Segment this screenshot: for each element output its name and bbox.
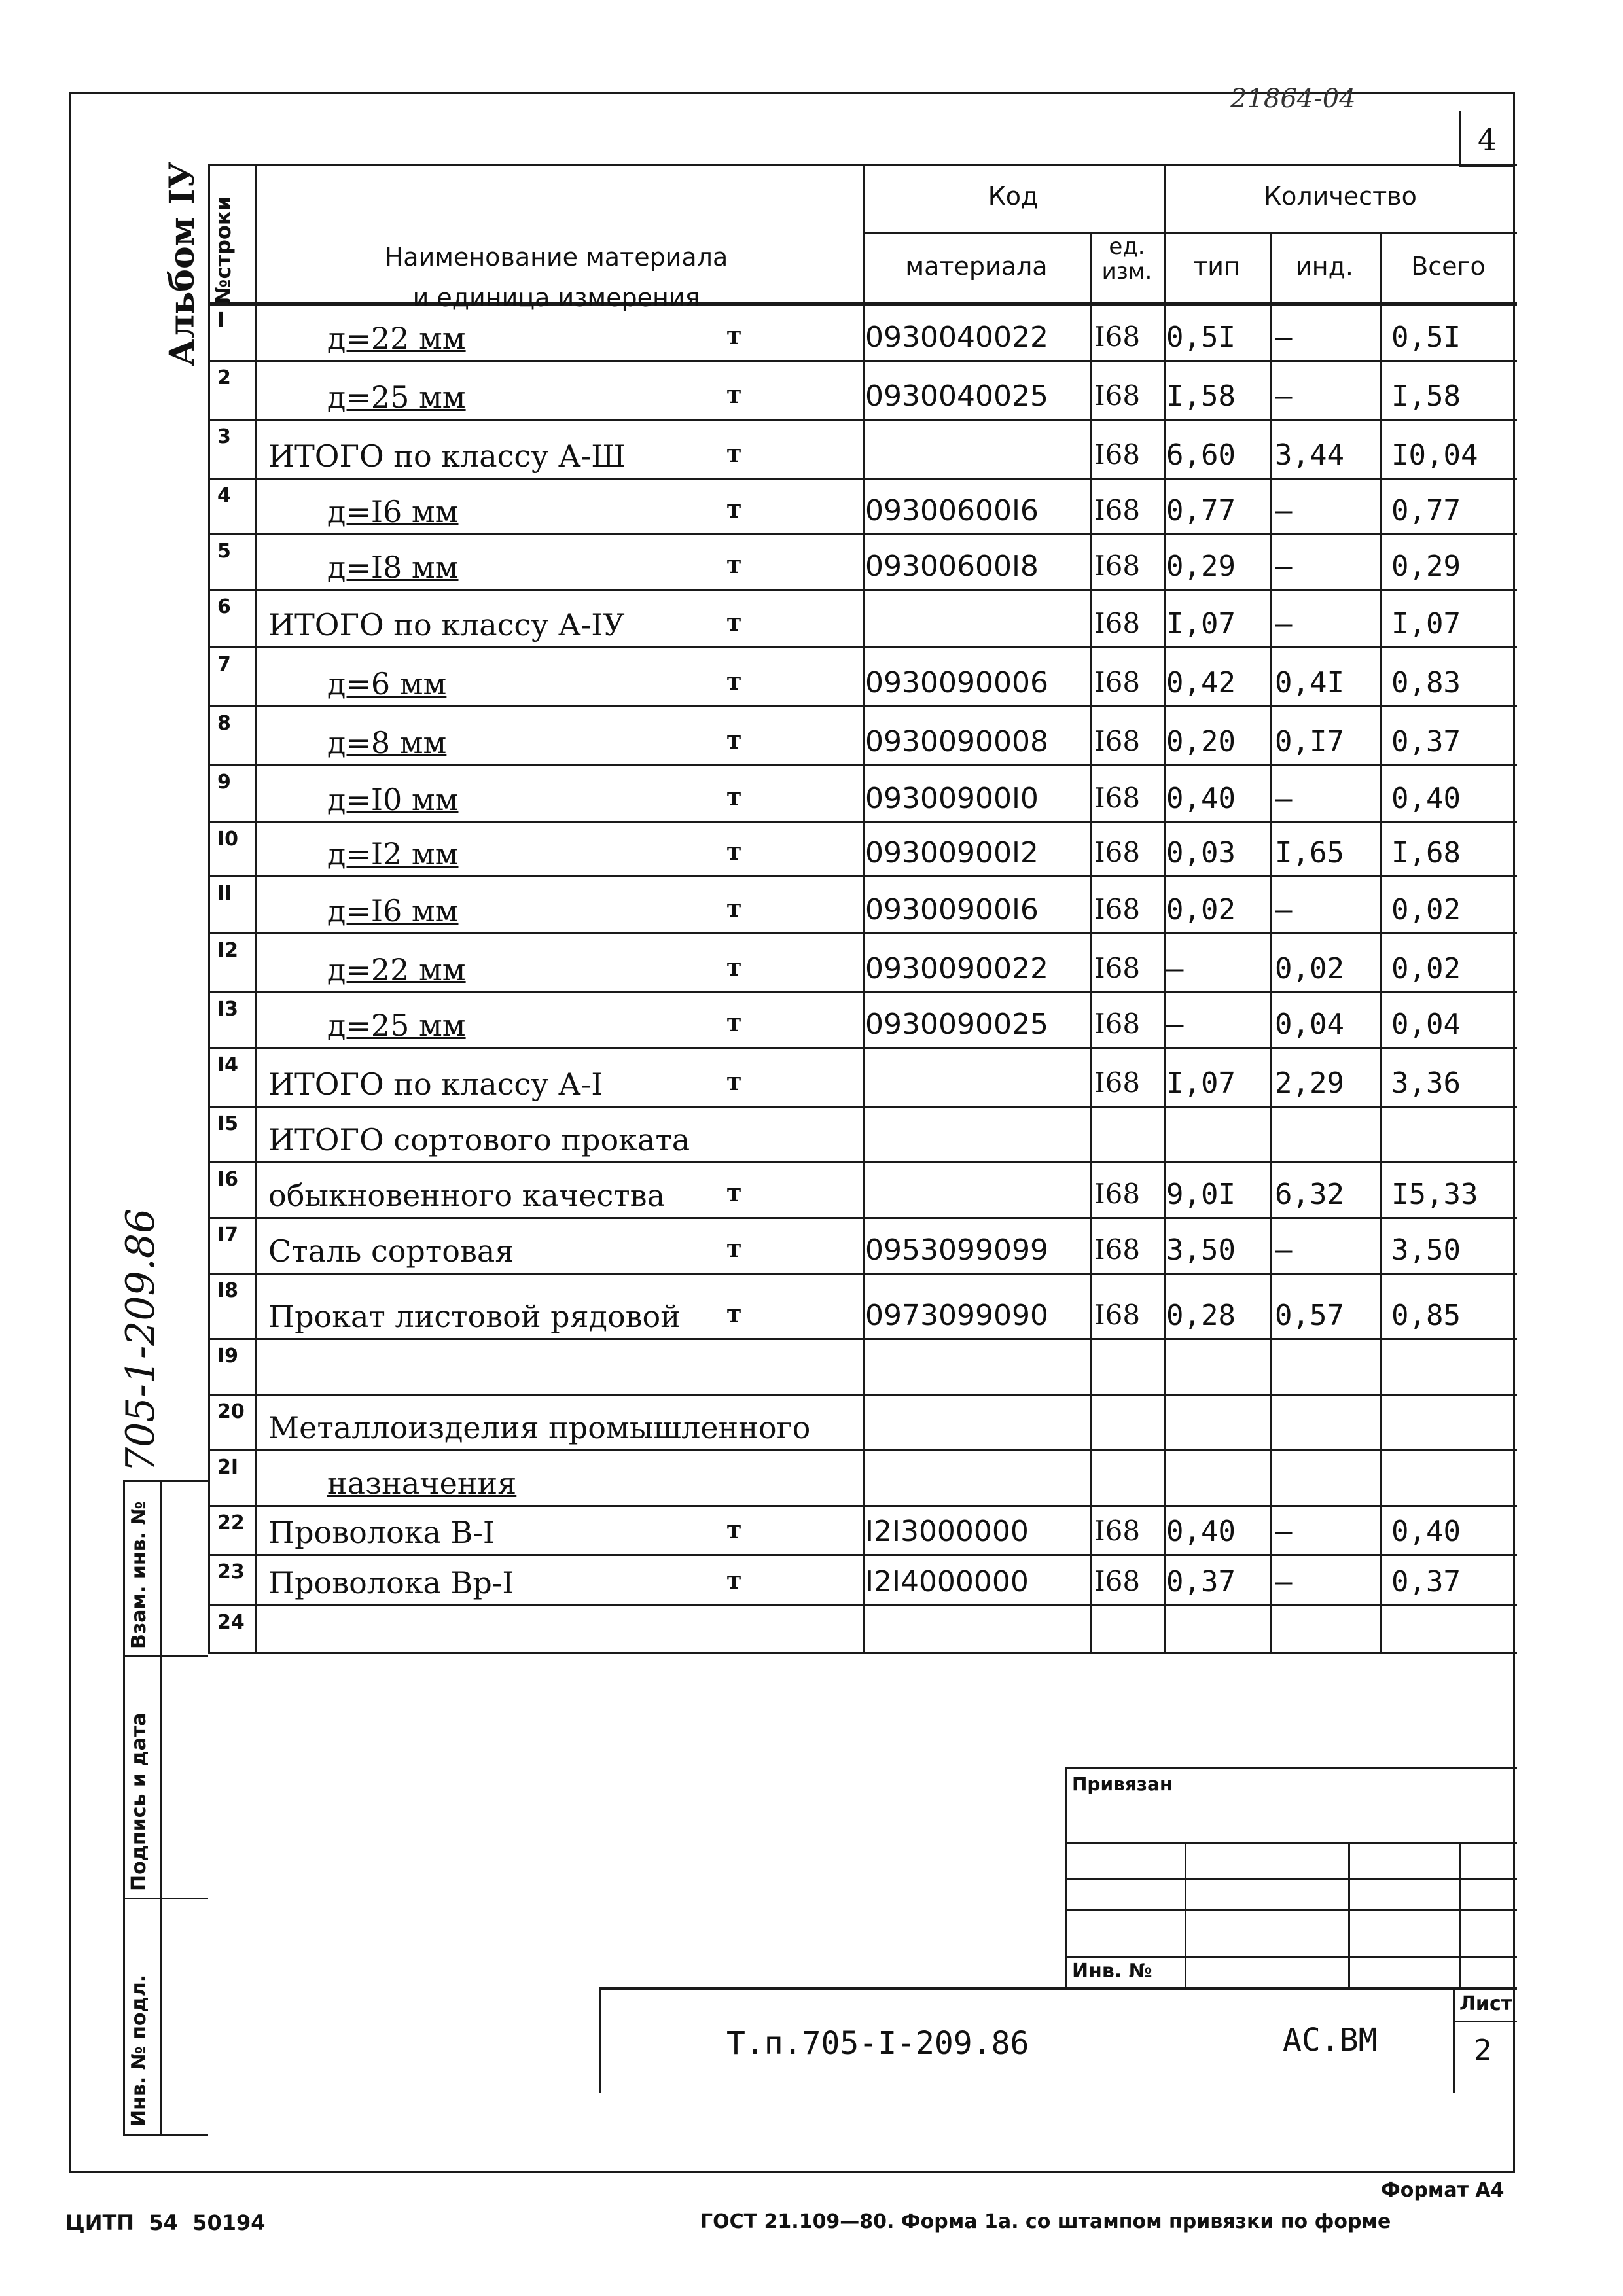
table-row-line xyxy=(208,1273,1517,1275)
row-qty-type: 0,29 xyxy=(1166,550,1236,583)
row-material-name: д=I0 мм xyxy=(327,782,459,817)
side-stamp-bottom xyxy=(123,2134,208,2136)
row-unit-code: I68 xyxy=(1094,1178,1141,1210)
row-material-code: I2I3000000 xyxy=(865,1515,1029,1548)
row-qty-total: 3,36 xyxy=(1391,1067,1461,1100)
row-qty-total: I,68 xyxy=(1391,836,1461,870)
stamp-sheet-div xyxy=(1453,2021,1517,2022)
stamp-col-3 xyxy=(1459,1842,1461,1989)
stamp-designation: Т.п.705-I-209.86 xyxy=(726,2025,1029,2062)
table-row-line xyxy=(208,1554,1517,1556)
row-qty-type: 0,37 xyxy=(1166,1565,1236,1598)
row-qty-type: I,07 xyxy=(1166,1067,1236,1100)
row-material-code: 09300900I6 xyxy=(865,893,1039,927)
row-unit-letter: т xyxy=(726,836,742,866)
stamp-privyazan-top xyxy=(1065,1767,1517,1769)
row-qty-type: 0,5I xyxy=(1166,321,1236,354)
row-material-code: 0930040025 xyxy=(865,380,1048,413)
table-row-line xyxy=(208,1338,1517,1340)
side-stamp-left xyxy=(123,1480,125,2134)
table-col-line-rownum xyxy=(208,164,210,1652)
row-number: 3 xyxy=(217,425,231,448)
table-row-line xyxy=(208,1652,1517,1654)
stamp-sheet-left xyxy=(1453,1988,1455,2093)
row-unit-code: I68 xyxy=(1094,380,1141,412)
row-qty-total: I0,04 xyxy=(1391,438,1478,472)
row-unit-letter: т xyxy=(726,1233,742,1263)
row-number: I4 xyxy=(217,1053,239,1076)
row-unit-letter: т xyxy=(726,380,742,409)
row-qty-total: 0,04 xyxy=(1391,1008,1461,1041)
row-unit-code: I68 xyxy=(1094,952,1141,984)
row-qty-total: 0,40 xyxy=(1391,1515,1461,1548)
header-code-material: материала xyxy=(905,252,1048,281)
row-unit-letter: т xyxy=(726,494,742,523)
row-unit-letter: т xyxy=(726,1008,742,1037)
row-unit-code: I68 xyxy=(1094,1299,1141,1331)
row-qty-type: 0,77 xyxy=(1166,494,1236,527)
row-qty-total: I5,33 xyxy=(1391,1178,1478,1211)
row-unit-letter: т xyxy=(726,1515,742,1544)
row-qty-total: 0,83 xyxy=(1391,666,1461,699)
row-unit-letter: т xyxy=(726,1178,742,1207)
row-qty-ind: 0,02 xyxy=(1275,952,1344,985)
row-unit-letter: т xyxy=(726,666,742,696)
row-qty-type: 6,60 xyxy=(1166,438,1236,472)
row-material-code: 09300600I6 xyxy=(865,494,1039,527)
row-qty-type: 0,02 xyxy=(1166,893,1236,927)
row-qty-total: I,07 xyxy=(1391,607,1461,641)
row-unit-letter: т xyxy=(726,1565,742,1595)
row-material-name: обыкновенного качества xyxy=(268,1178,665,1213)
row-unit-code: I68 xyxy=(1094,1008,1141,1040)
row-material-name: Металлоизделия промышленного xyxy=(268,1410,811,1445)
header-code-unit: ед. изм. xyxy=(1101,234,1152,285)
table-row-line xyxy=(208,1217,1517,1219)
row-qty-type: I,07 xyxy=(1166,607,1236,641)
row-unit-letter: т xyxy=(726,893,742,923)
row-qty-type: 0,40 xyxy=(1166,782,1236,815)
side-stamp-div2 xyxy=(123,1898,208,1899)
row-material-name: д=I6 мм xyxy=(327,893,459,928)
row-number: I5 xyxy=(217,1112,239,1135)
row-material-name: д=8 мм xyxy=(327,725,447,760)
row-material-name: ИТОГО сортового проката xyxy=(268,1122,690,1157)
row-qty-ind: I,65 xyxy=(1275,836,1344,870)
album-label: Альбом IУ xyxy=(162,161,202,366)
row-qty-total: 0,40 xyxy=(1391,782,1461,815)
table-row-line xyxy=(208,991,1517,993)
row-qty-ind: 3,44 xyxy=(1275,438,1344,472)
row-number: 9 xyxy=(217,771,231,794)
row-qty-total: 0,02 xyxy=(1391,952,1461,985)
table-row-line xyxy=(208,932,1517,934)
table-row-line xyxy=(208,875,1517,877)
row-number: I6 xyxy=(217,1168,239,1191)
row-unit-letter: т xyxy=(726,438,742,468)
table-row-line xyxy=(208,533,1517,535)
header-qty: Количество xyxy=(1264,182,1417,211)
row-material-name: д=I8 мм xyxy=(327,550,459,585)
row-qty-ind: – xyxy=(1275,893,1293,927)
side-stamp-top xyxy=(123,1480,208,1482)
table-row-line xyxy=(208,360,1517,362)
table-col-line-unit xyxy=(1090,232,1092,1652)
row-unit-code: I68 xyxy=(1094,550,1141,582)
row-material-code: 0930040022 xyxy=(865,321,1048,354)
table-col-line-type xyxy=(1164,164,1166,1652)
row-qty-ind: – xyxy=(1275,607,1293,641)
footer-left: ЦИТП 54 50194 xyxy=(65,2210,266,2235)
row-number: I2 xyxy=(217,939,239,962)
row-number: I7 xyxy=(217,1224,239,1246)
row-qty-ind: 0,I7 xyxy=(1275,725,1344,758)
row-qty-ind: – xyxy=(1275,494,1293,527)
row-qty-total: 0,37 xyxy=(1391,725,1461,758)
row-material-name: Прокат листовой рядовой xyxy=(268,1299,681,1334)
row-qty-type: 0,03 xyxy=(1166,836,1236,870)
table-row-line xyxy=(208,705,1517,707)
table-col-line-ind xyxy=(1270,232,1272,1652)
row-qty-total: 0,77 xyxy=(1391,494,1461,527)
row-qty-ind: 0,04 xyxy=(1275,1008,1344,1041)
stamp-sheet-number: 2 xyxy=(1474,2034,1492,2067)
header-qty-total: Всего xyxy=(1411,252,1486,281)
row-qty-ind: 0,57 xyxy=(1275,1299,1344,1332)
row-number: I0 xyxy=(217,828,239,851)
row-unit-code: I68 xyxy=(1094,1233,1141,1265)
row-material-name: Проволока Вр-I xyxy=(268,1565,514,1600)
side-podpis: Подпись и дата xyxy=(128,1712,151,1891)
row-material-name: д=25 мм xyxy=(327,380,466,415)
row-qty-type: 3,50 xyxy=(1166,1233,1236,1267)
top-code: 21864-04 xyxy=(1230,84,1356,114)
row-unit-letter: т xyxy=(726,725,742,754)
side-project-number: 705-1-209.86 xyxy=(118,1208,164,1472)
row-number: 23 xyxy=(217,1561,245,1583)
header-code: Код xyxy=(988,182,1039,211)
table-row-line xyxy=(208,821,1517,823)
row-qty-type: 0,42 xyxy=(1166,666,1236,699)
row-material-code: I2I4000000 xyxy=(865,1565,1029,1598)
header-row-number: №строки xyxy=(211,196,236,304)
corner-box-left xyxy=(1459,111,1461,167)
row-unit-code: I68 xyxy=(1094,494,1141,526)
sheet-corner-number: 4 xyxy=(1478,122,1497,157)
row-qty-type: 0,40 xyxy=(1166,1515,1236,1548)
stamp-main-top xyxy=(599,1987,1517,1990)
row-material-name: ИТОГО по классу А-Ш xyxy=(268,438,626,474)
table-header-mid-line xyxy=(863,232,1517,234)
row-qty-total: 0,37 xyxy=(1391,1565,1461,1598)
row-material-name: ИТОГО по классу А-IУ xyxy=(268,607,625,643)
row-unit-code: I68 xyxy=(1094,438,1141,470)
header-material-name xyxy=(255,196,857,318)
row-material-name: д=I6 мм xyxy=(327,494,459,529)
row-material-name: д=6 мм xyxy=(327,666,447,701)
row-unit-letter: т xyxy=(726,550,742,579)
table-col-line-code xyxy=(863,164,865,1652)
row-qty-total: 3,50 xyxy=(1391,1233,1461,1267)
row-qty-ind: 6,32 xyxy=(1275,1178,1344,1211)
stamp-line-4 xyxy=(1065,1956,1517,1958)
stamp-sheet-label: Лист xyxy=(1459,1992,1513,2015)
row-number: 2 xyxy=(217,366,231,389)
row-material-name: Проволока В-I xyxy=(268,1515,495,1550)
row-material-code: 0930090008 xyxy=(865,725,1048,758)
row-unit-code: I68 xyxy=(1094,1565,1141,1597)
row-material-code: 0930090022 xyxy=(865,952,1048,985)
stamp-line-1 xyxy=(1065,1842,1517,1844)
row-material-name: д=25 мм xyxy=(327,1008,466,1043)
row-material-code: 0973099090 xyxy=(865,1299,1048,1332)
row-qty-total: I,58 xyxy=(1391,380,1461,413)
row-number: 20 xyxy=(217,1400,245,1423)
row-material-name: д=22 мм xyxy=(327,952,466,987)
row-unit-code: I68 xyxy=(1094,666,1141,698)
row-material-code: 09300900I0 xyxy=(865,782,1039,815)
row-qty-total: 0,02 xyxy=(1391,893,1461,927)
row-unit-letter: т xyxy=(726,607,742,637)
row-unit-code: I68 xyxy=(1094,1067,1141,1099)
row-material-code: 0930090006 xyxy=(865,666,1048,699)
stamp-line-2 xyxy=(1065,1878,1517,1880)
row-qty-ind: – xyxy=(1275,1515,1293,1548)
table-row-line xyxy=(208,419,1517,421)
row-qty-type: 0,20 xyxy=(1166,725,1236,758)
row-qty-type: – xyxy=(1166,1008,1184,1041)
row-number: 8 xyxy=(217,712,231,735)
row-unit-letter: т xyxy=(726,952,742,981)
row-qty-type: 0,28 xyxy=(1166,1299,1236,1332)
table-row-line xyxy=(208,1505,1517,1507)
row-number: 24 xyxy=(217,1611,245,1634)
row-number: I9 xyxy=(217,1345,239,1368)
side-stamp-mid xyxy=(160,1480,162,2134)
row-qty-ind: – xyxy=(1275,380,1293,413)
row-number: 5 xyxy=(217,540,231,563)
row-number: I xyxy=(217,309,225,332)
row-material-name: ИТОГО по классу А-I xyxy=(268,1067,603,1102)
stamp-line-3 xyxy=(1065,1909,1517,1911)
table-row-line xyxy=(208,478,1517,480)
frame-bottom xyxy=(69,2171,1515,2173)
stamp-main-left xyxy=(599,1988,601,2093)
stamp-inv-no: Инв. № xyxy=(1072,1960,1152,1983)
row-material-name: назначения xyxy=(327,1466,517,1501)
row-material-code: 09300600I8 xyxy=(865,550,1039,583)
row-unit-code: I68 xyxy=(1094,1515,1141,1547)
table-row-line xyxy=(208,1161,1517,1163)
row-number: 6 xyxy=(217,595,231,618)
row-number: I3 xyxy=(217,998,239,1021)
row-number: 4 xyxy=(217,484,231,507)
row-qty-type: 9,0I xyxy=(1166,1178,1236,1211)
side-inv-podl: Инв. № подл. xyxy=(128,1974,151,2127)
row-number: 7 xyxy=(217,653,231,676)
footer-format: Формат А4 xyxy=(1381,2179,1505,2202)
frame-right xyxy=(1513,92,1515,2172)
row-number: I8 xyxy=(217,1279,239,1302)
table-col-line-total xyxy=(1380,232,1382,1652)
row-unit-code: I68 xyxy=(1094,893,1141,925)
row-material-name: д=I2 мм xyxy=(327,836,459,872)
row-material-name: Сталь сортовая xyxy=(268,1233,514,1269)
row-unit-letter: т xyxy=(726,1067,742,1096)
table-row-line xyxy=(208,1604,1517,1606)
row-qty-ind: – xyxy=(1275,550,1293,583)
row-unit-letter: т xyxy=(726,321,742,350)
row-qty-total: 0,5I xyxy=(1391,321,1461,354)
table-row-line xyxy=(208,589,1517,591)
row-qty-ind: – xyxy=(1275,321,1293,354)
row-qty-total: 0,85 xyxy=(1391,1299,1461,1332)
footer-gost: ГОСТ 21.109—80. Форма 1а. со штампом привязки по форме xyxy=(700,2210,1391,2233)
table-row-line xyxy=(208,1449,1517,1451)
table-col-line-name xyxy=(255,164,257,1652)
table-row-line xyxy=(208,1394,1517,1396)
table-row-line xyxy=(208,646,1517,648)
stamp-mark: АС.ВМ xyxy=(1283,2022,1378,2058)
row-qty-ind: – xyxy=(1275,1565,1293,1598)
row-qty-ind: 0,4I xyxy=(1275,666,1344,699)
stamp-col-2 xyxy=(1348,1842,1350,1989)
stamp-col-1 xyxy=(1185,1842,1186,1989)
row-qty-ind: – xyxy=(1275,782,1293,815)
header-qty-ind: инд. xyxy=(1296,252,1353,281)
frame-left xyxy=(69,92,71,2172)
row-number: 2I xyxy=(217,1456,239,1479)
row-material-code: 09300900I2 xyxy=(865,836,1039,870)
table-row-line xyxy=(208,1106,1517,1108)
row-qty-ind: 2,29 xyxy=(1275,1067,1344,1100)
row-material-name: д=22 мм xyxy=(327,321,466,356)
side-vzam-inv: Взам. инв. № xyxy=(128,1501,151,1649)
row-unit-code: I68 xyxy=(1094,836,1141,868)
side-stamp-div1 xyxy=(123,1655,208,1657)
header-qty-type: тип xyxy=(1193,252,1240,281)
row-number: II xyxy=(217,882,232,905)
row-unit-code: I68 xyxy=(1094,782,1141,814)
row-qty-ind: – xyxy=(1275,1233,1293,1267)
table-row-line xyxy=(208,1047,1517,1049)
row-number: 22 xyxy=(217,1511,245,1534)
table-row-line xyxy=(208,764,1517,766)
stamp-privyazan: Привязан xyxy=(1072,1773,1173,1795)
row-unit-code: I68 xyxy=(1094,607,1141,639)
row-unit-letter: т xyxy=(726,1299,742,1328)
row-qty-type: I,58 xyxy=(1166,380,1236,413)
header-name-text: Наименование материала и единица измерения xyxy=(384,243,728,312)
row-qty-total: 0,29 xyxy=(1391,550,1461,583)
row-unit-code: I68 xyxy=(1094,725,1141,757)
row-qty-type: – xyxy=(1166,952,1184,985)
row-unit-code: I68 xyxy=(1094,321,1141,353)
row-material-code: 0930090025 xyxy=(865,1008,1048,1041)
row-material-code: 0953099099 xyxy=(865,1233,1048,1267)
row-unit-letter: т xyxy=(726,782,742,811)
